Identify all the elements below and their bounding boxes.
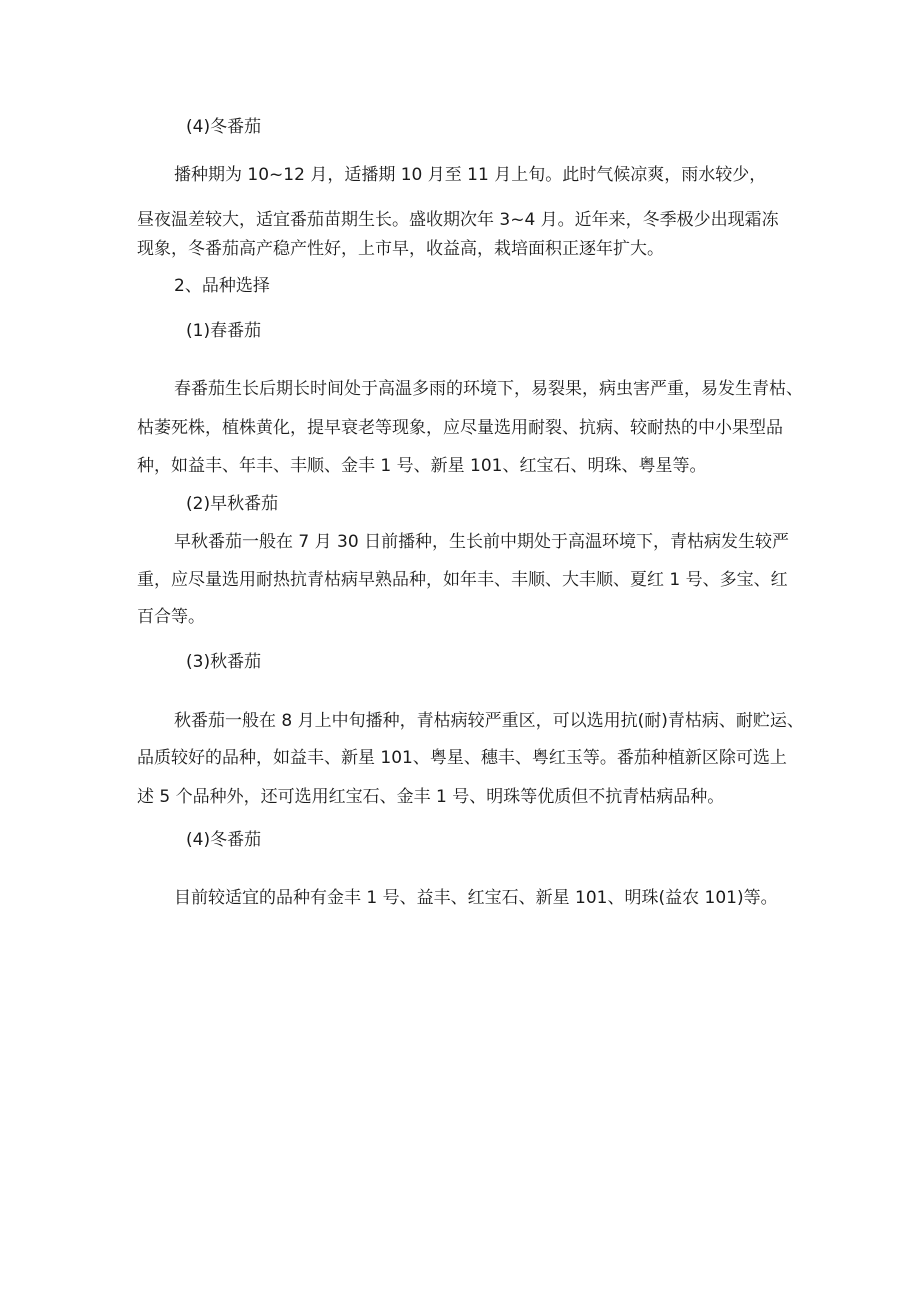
- paragraph-line: 播种期为 10~12 月，适播期 10 月至 11 月上旬。此时气候凉爽，雨水较少，: [174, 165, 767, 185]
- section-heading-autumn-tomato: (3)秋番茄: [186, 652, 262, 672]
- paragraph-line: 重，应尽量选用耐热抗青枯病早熟品种，如年丰、丰顺、大丰顺、夏红 1 号、多宝、红: [137, 570, 788, 590]
- paragraph-line: 早秋番茄一般在 7 月 30 日前播种，生长前中期处于高温环境下，青枯病发生较严: [174, 532, 790, 552]
- paragraph-line: 春番茄生长后期长时间处于高温多雨的环境下，易裂果，病虫害严重，易发生青枯、: [174, 379, 803, 399]
- paragraph-line: 种，如益丰、年丰、丰顺、金丰 1 号、新星 101、红宝石、明珠、粤星等。: [137, 456, 707, 476]
- section-heading-winter-tomato-varieties: (4)冬番茄: [186, 830, 262, 850]
- paragraph-line: 品质较好的品种，如益丰、新星 101、粤星、穗丰、粤红玉等。番茄种植新区除可选上: [137, 748, 787, 768]
- paragraph-line: 百合等。: [137, 607, 205, 627]
- section-heading-winter-tomato: (4)冬番茄: [186, 117, 262, 137]
- paragraph-line: 昼夜温差较大，适宜番茄苗期生长。盛收期次年 3~4 月。近年来，冬季极少出现霜冻: [137, 210, 779, 230]
- paragraph-line: 枯萎死株，植株黄化，提早衰老等现象，应尽量选用耐裂、抗病、较耐热的中小果型品: [137, 418, 783, 438]
- paragraph-line: 秋番茄一般在 8 月上中旬播种，青枯病较严重区，可以选用抗(耐)青枯病、耐贮运、: [174, 711, 804, 731]
- paragraph-line: 目前较适宜的品种有金丰 1 号、益丰、红宝石、新星 101、明珠(益农 101)等。: [174, 888, 778, 908]
- section-heading-variety-selection: 2、品种选择: [174, 276, 270, 296]
- section-heading-spring-tomato: (1)春番茄: [186, 321, 262, 341]
- section-heading-early-autumn-tomato: (2)早秋番茄: [186, 494, 279, 514]
- paragraph-line: 现象，冬番茄高产稳产性好，上市早，收益高，栽培面积正逐年扩大。: [137, 239, 664, 259]
- paragraph-line: 述 5 个品种外，还可选用红宝石、金丰 1 号、明珠等优质但不抗青枯病品种。: [137, 787, 725, 807]
